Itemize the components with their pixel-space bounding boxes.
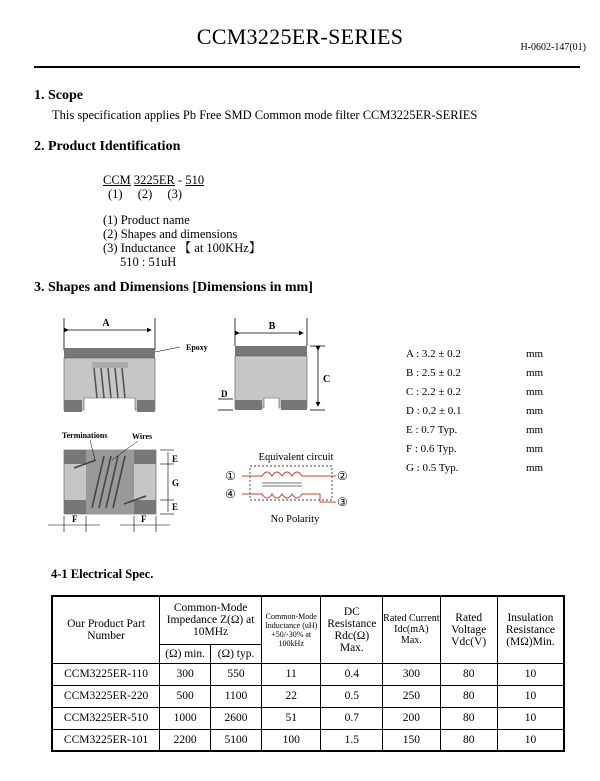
cell: 1.5	[321, 729, 383, 751]
cell: 2200	[160, 729, 211, 751]
front-view	[64, 318, 208, 412]
cell: 300	[160, 663, 211, 685]
dim-f-label-right: F	[141, 514, 147, 524]
dim-e-label-bottom: E	[172, 502, 179, 512]
scope-text: This specification applies Pb Free SMD Common mode filter CCM3225ER-SERIES	[52, 108, 478, 122]
terminations-label: Terminations	[62, 431, 108, 440]
product-id-heading: 2. Product Identification	[34, 139, 181, 154]
scope-heading: 1. Scope	[34, 88, 83, 103]
dim-label: F : 0.6 Typ.	[406, 443, 457, 455]
cell: 10	[497, 729, 564, 751]
dim-unit: mm	[526, 386, 544, 398]
dim-label: C : 2.2 ± 0.2	[406, 386, 461, 398]
title-rule	[34, 66, 580, 68]
dim-c-label: C	[323, 374, 331, 385]
dim-b-label: B	[268, 321, 276, 332]
code-dash: -	[178, 173, 183, 187]
code-part-3: 510	[185, 173, 205, 187]
table-row	[52, 729, 564, 751]
electrical-heading: 4-1 Electrical Spec.	[51, 567, 154, 581]
pin-1: ①	[225, 469, 236, 483]
cell: 1000	[160, 707, 211, 729]
dim-e-label-top: E	[172, 454, 179, 464]
cell: 0.5	[321, 685, 383, 707]
dim-g-label: G	[172, 478, 180, 488]
pin-4: ④	[225, 487, 236, 501]
cell: 300	[383, 663, 440, 685]
header-current: Rated Current Idc(mA) Max.	[383, 596, 440, 663]
pin-2: ②	[337, 469, 348, 483]
cell: 100	[261, 729, 321, 751]
cell: 0.7	[321, 707, 383, 729]
cell: 10	[497, 685, 564, 707]
code-index-1: (1)	[108, 187, 123, 201]
cell: 80	[440, 663, 497, 685]
cell: 80	[440, 685, 497, 707]
header-voltage: Rated Voltage Vdc(V)	[440, 596, 497, 663]
id-line-4: 510 : 51uH	[120, 255, 177, 269]
circuit-title: Equivalent circuit	[258, 452, 334, 463]
epoxy-label: Epoxy	[186, 343, 208, 352]
id-line-1: (1) Product name	[103, 213, 190, 227]
code-index-3: (3)	[167, 187, 182, 201]
dim-unit: mm	[526, 462, 544, 474]
page-title: CCM3225ER-SERIES	[196, 24, 404, 49]
header-part: Our Product Part Number	[52, 596, 160, 663]
document-number: H-0602-147(01)	[520, 42, 586, 53]
side-view	[218, 318, 330, 410]
table-row	[52, 685, 564, 707]
table-row	[52, 707, 564, 729]
cell: 150	[383, 729, 440, 751]
dim-label: E : 0.7 Typ.	[406, 424, 458, 436]
cell: 10	[497, 663, 564, 685]
header-inductance: Common-Mode Inductance (uH) +50/-30% at 100kHz	[261, 596, 321, 663]
pin-3: ③	[337, 495, 348, 509]
cell: 0.4	[321, 663, 383, 685]
header-imp-typ: (Ω) typ.	[211, 644, 262, 663]
code-index	[108, 187, 182, 201]
shapes-heading: 3. Shapes and Dimensions [Dimensions in mm]	[34, 280, 313, 295]
id-line-2: (2) Shapes and dimensions	[103, 227, 238, 241]
cell: 550	[211, 663, 262, 685]
cell: 200	[383, 707, 440, 729]
dim-label: G : 0.5 Typ.	[406, 462, 459, 474]
cell: 80	[440, 707, 497, 729]
header-dcr: DC Resistance Rdc(Ω) Max.	[321, 596, 383, 663]
code-part-2: 3225ER	[133, 173, 175, 187]
header-impedance: Common-Mode Impedance Z(Ω) at 10MHz	[160, 596, 262, 644]
product-code	[103, 173, 204, 187]
code-index-2: (2)	[137, 187, 153, 201]
cell: 5100	[211, 729, 262, 751]
cell: 10	[497, 707, 564, 729]
header-insulation: Insulation Resistance (MΩ)Min.	[497, 596, 564, 663]
dim-a-label: A	[102, 318, 110, 329]
dim-d-label: D	[221, 389, 228, 399]
code-part-1: CCM	[103, 173, 131, 187]
dim-label: D : 0.2 ± 0.1	[406, 405, 462, 417]
cell: 80	[440, 729, 497, 751]
equivalent-circuit	[225, 452, 348, 525]
dim-unit: mm	[526, 367, 544, 379]
cell: 22	[261, 685, 321, 707]
header-imp-min: (Ω) min.	[160, 644, 211, 663]
dim-unit: mm	[526, 443, 544, 455]
id-line-3: (3) Inductance 【 at 100KHz】	[103, 241, 262, 255]
wires-label: Wires	[132, 432, 153, 441]
cell: 500	[160, 685, 211, 707]
dim-unit: mm	[526, 424, 544, 436]
cell: 2600	[211, 707, 262, 729]
cell: CCM3225ER-101	[52, 729, 160, 751]
dim-unit: mm	[526, 405, 544, 417]
electrical-spec-table	[51, 595, 565, 752]
cell: 1100	[211, 685, 262, 707]
dim-f-label-left: F	[72, 514, 78, 524]
cell: CCM3225ER-110	[52, 663, 160, 685]
top-view	[48, 431, 179, 532]
cell: CCM3225ER-220	[52, 685, 160, 707]
cell: 250	[383, 685, 440, 707]
dim-label: B : 2.5 ± 0.2	[406, 367, 461, 379]
cell: CCM3225ER-510	[52, 707, 160, 729]
dim-unit: mm	[526, 348, 544, 360]
dim-label: A : 3.2 ± 0.2	[406, 348, 461, 360]
circuit-note: No Polarity	[270, 514, 320, 525]
table-row	[52, 663, 564, 685]
cell: 51	[261, 707, 321, 729]
cell: 11	[261, 663, 321, 685]
